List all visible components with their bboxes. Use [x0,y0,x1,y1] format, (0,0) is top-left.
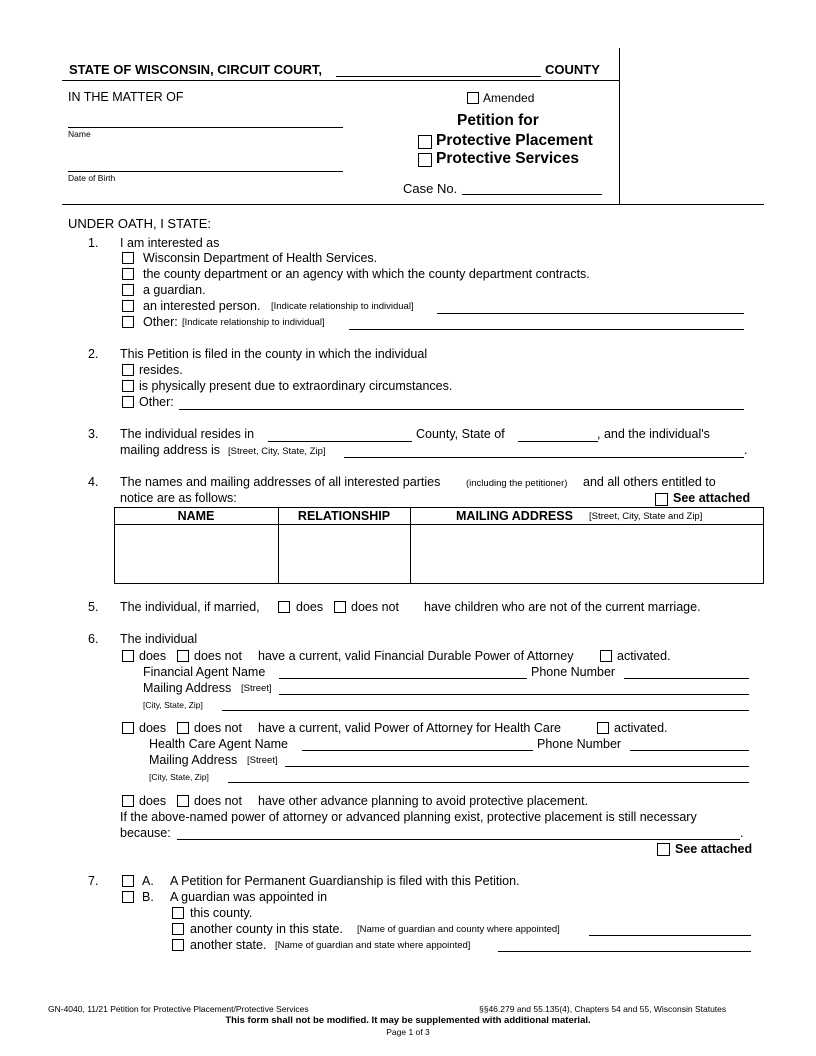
header-right-border [619,48,620,204]
s6-if-line: If the above-named power of attorney or advanced planning exist, protective placement is still necessary [120,810,697,824]
col-header-address-hint: [Street, City, State and Zip] [589,511,703,522]
amended-label: Amended [483,91,535,105]
s6-because-label: because: [120,826,171,840]
s6-hc-phone-label: Phone Number [537,737,622,751]
s1-interested-label: an interested person. [143,299,261,313]
s6-fin-street-hint: [Street] [241,683,272,694]
placement-label: Protective Placement [436,132,593,149]
s1-interested-field[interactable] [437,313,744,314]
s3-number: 3. [88,427,99,441]
s3-text-1: The individual resides in [120,427,255,441]
s5-does-not-label: does not [351,600,399,614]
s2-present-checkbox[interactable] [122,380,134,392]
name-field[interactable] [68,127,343,128]
s6-hc-street-field[interactable] [285,766,749,767]
s6-fin-does-not-label: does not [194,649,242,663]
s6-adv-does-not-label: does not [194,794,242,808]
col-header-address: MAILING ADDRESS [456,509,573,523]
s7-another-county-label: another county in this state. [190,922,343,936]
case-no-label: Case No. [403,181,458,196]
s6-adv-does-checkbox[interactable] [122,795,134,807]
s3-text-3: , and the individual's [597,427,710,441]
parties-cell-name[interactable] [115,525,277,583]
s6-fin-does-not-checkbox[interactable] [177,650,189,662]
s6-fin-city-field[interactable] [222,710,749,711]
s4-number: 4. [88,475,99,489]
s7-another-county-field[interactable] [589,935,751,936]
s6-hc-does-checkbox[interactable] [122,722,134,734]
footer-notice: This form shall not be modified. It may be supplemented with additional material. [225,1015,591,1026]
s1-number: 1. [88,236,99,250]
s6-fin-street-field[interactable] [279,694,749,695]
s6-hc-street-hint: [Street] [247,755,278,766]
s2-other-field[interactable] [179,409,744,410]
name-label: Name [68,129,91,139]
s4-text-2: notice are as follows: [120,491,237,505]
footer-page: Page 1 of 3 [386,1027,430,1037]
s6-adv-does-not-checkbox[interactable] [177,795,189,807]
s1-guardian-label: a guardian. [143,283,206,297]
s3-address-hint: [Street, City, State, Zip] [228,446,326,457]
s3-address-field[interactable] [344,457,744,458]
s6-fin-agent-field[interactable] [279,678,527,679]
s4-see-attached-label: See attached [673,491,751,505]
s7-another-state-field[interactable] [498,951,751,952]
s1-interested-checkbox[interactable] [122,300,134,312]
s2-number: 2. [88,347,99,361]
s3-text-2: County, State of [416,427,505,441]
s3-county-field[interactable] [268,441,412,442]
header-top-rule [62,80,619,81]
s6-hc-does-not-label: does not [194,721,242,735]
footer-statutes: §§46.279 and 55.135(4), Chapters 54 and 55, Wisconsin Statutes [479,1004,727,1014]
s6-hc-agent-field[interactable] [302,750,533,751]
s6-fin-phone-label: Phone Number [531,665,616,679]
s6-hc-activated-label: activated. [614,721,668,735]
s6-hc-does-not-checkbox[interactable] [177,722,189,734]
s6-fin-does-checkbox[interactable] [122,650,134,662]
s7-b-checkbox[interactable] [122,891,134,903]
form-title: Petition for [457,112,539,129]
s1-county-label: the county department or an agency with which the county department contracts. [143,267,590,281]
s4-see-attached-checkbox[interactable] [655,493,668,506]
placement-checkbox[interactable] [418,135,432,149]
parties-cell-address[interactable] [411,525,763,583]
s7-this-county-label: this county. [190,906,253,920]
s6-adv-text: have other advance planning to avoid protective placement. [258,794,589,808]
s1-dhs-checkbox[interactable] [122,252,134,264]
s7-a-checkbox[interactable] [122,875,134,887]
s7-number: 7. [88,874,99,888]
s6-see-attached-label: See attached [675,842,753,856]
s3-state-field[interactable] [518,441,598,442]
col-header-relationship: RELATIONSHIP [297,509,391,523]
s1-dhs-label: Wisconsin Department of Health Services. [143,251,378,265]
s6-because-field[interactable] [177,839,740,840]
s4-hint: (including the petitioner) [466,478,568,489]
s5-number: 5. [88,600,99,614]
oath-heading: UNDER OATH, I STATE: [68,216,212,231]
s4-text-1-end: and all others entitled to [583,475,716,489]
s6-hc-activated-checkbox[interactable] [597,722,609,734]
s6-fin-activated-label: activated. [617,649,671,663]
s2-present-label: is physically present due to extraordinary circumstances. [139,379,453,393]
amended-checkbox[interactable] [467,92,479,104]
s1-other-checkbox[interactable] [122,316,134,328]
s1-other-hint: [Indicate relationship to individual] [182,317,325,328]
s6-adv-does-label: does [139,794,167,808]
s6-hc-poa-text: have a current, valid Power of Attorney for Health Care [258,721,561,735]
s7-a-text: A Petition for Permanent Guardianship is filed with this Petition. [170,874,520,888]
s6-hc-phone-field[interactable] [630,750,749,751]
county-label: COUNTY [545,62,600,77]
s6-fin-agent-label: Financial Agent Name [143,665,266,679]
s2-resides-checkbox[interactable] [122,364,134,376]
s6-because-period: . [740,826,744,840]
s6-hc-city-field[interactable] [228,782,749,783]
services-checkbox[interactable] [418,153,432,167]
footer-form-id: GN-4040, 11/21 Petition for Protective Placement/Protective Services [48,1004,309,1014]
s5-text-2: have children who are not of the current marriage. [424,600,701,614]
s7-a-label: A. [142,874,154,888]
s7-this-county-checkbox[interactable] [172,907,184,919]
court-caption: STATE OF WISCONSIN, CIRCUIT COURT, [69,62,323,77]
s7-another-state-label: another state. [190,938,267,952]
s7-another-county-hint: [Name of guardian and county where appointed] [357,924,560,935]
s7-another-state-checkbox[interactable] [172,939,184,951]
s3-period: . [744,443,748,457]
s6-fin-mailing-label: Mailing Address [143,681,232,695]
s7-b-text: A guardian was appointed in [170,890,328,904]
s6-intro: The individual [120,632,198,646]
s2-other-label: Other: [139,395,174,409]
s1-other-label: Other: [143,315,178,329]
s7-another-county-checkbox[interactable] [172,923,184,935]
s3-text-4: mailing address is [120,443,221,457]
dob-field[interactable] [68,171,343,172]
matter-label: IN THE MATTER OF [68,90,184,104]
s6-hc-mailing-label: Mailing Address [149,753,238,767]
s2-resides-label: resides. [139,363,183,377]
s1-intro: I am interested as [120,236,220,250]
s2-intro: This Petition is filed in the county in which the individual [120,347,428,361]
s7-b-label: B. [142,890,154,904]
s2-other-checkbox[interactable] [122,396,134,408]
case-no-field[interactable] [462,194,602,195]
county-field[interactable] [336,76,541,77]
s1-other-field[interactable] [349,329,744,330]
s6-hc-agent-label: Health Care Agent Name [149,737,288,751]
s6-see-attached-checkbox[interactable] [657,843,670,856]
s1-interested-hint: [Indicate relationship to individual] [271,301,414,312]
dob-label: Date of Birth [68,173,116,183]
s4-text-1: The names and mailing addresses of all interested parties [120,475,441,489]
s1-guardian-checkbox[interactable] [122,284,134,296]
s6-number: 6. [88,632,99,646]
s5-does-not-checkbox[interactable] [334,601,346,613]
s7-another-state-hint: [Name of guardian and state where appointed] [275,940,471,951]
col-header-name: NAME [177,509,215,523]
s5-does-checkbox[interactable] [278,601,290,613]
services-label: Protective Services [436,150,580,167]
s6-fin-does-label: does [139,649,167,663]
s6-hc-does-label: does [139,721,167,735]
header-bottom-rule [62,204,764,205]
s5-does-label: does [296,600,324,614]
parties-cell-relationship[interactable] [279,525,409,583]
s6-hc-city-hint: [City, State, Zip] [149,772,209,782]
s6-fin-poa-text: have a current, valid Financial Durable Power of Attorney [258,649,574,663]
s5-text-1: The individual, if married, [120,600,260,614]
s6-fin-phone-field[interactable] [624,678,749,679]
s1-county-checkbox[interactable] [122,268,134,280]
s6-fin-city-hint: [City, State, Zip] [143,700,203,710]
s6-fin-activated-checkbox[interactable] [600,650,612,662]
